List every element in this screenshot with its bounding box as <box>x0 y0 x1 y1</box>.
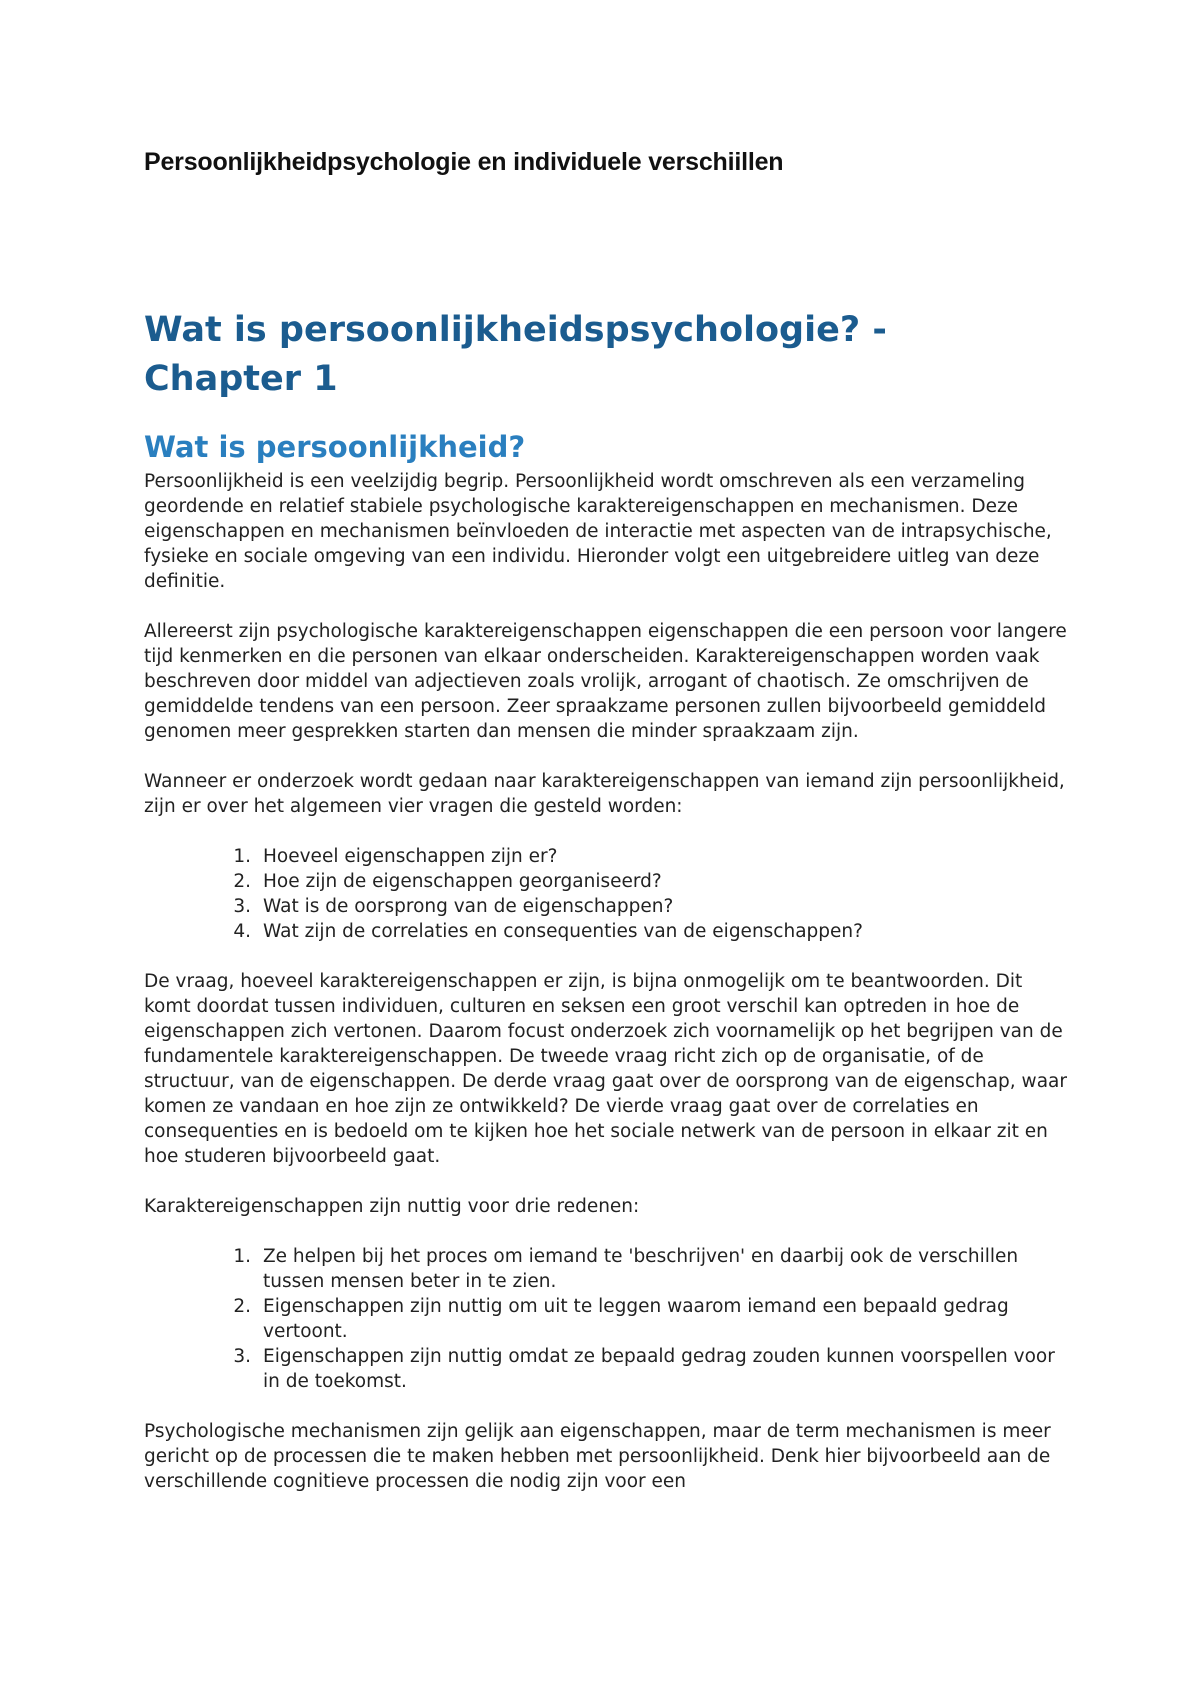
list-item: Hoeveel eigenschappen zijn er? <box>263 846 558 867</box>
list-item: Ze helpen bij het proces om iemand te 'beschrijven' en daarbij ook de verschillen tussen mensen beter in te zien. <box>263 1246 1019 1292</box>
paragraph-mechanisms: Psychologische mechanismen zijn gelijk aan eigenschappen, maar de term mechanismen is meer gericht op de processen die te maken hebben met persoonlijkheid. Denk hier bijvoorbeeld aan de verschillende cognitieve processen die nodig zijn voor een <box>144 1421 1051 1492</box>
questions-list <box>144 844 1075 944</box>
paragraph-questions-explained: De vraag, hoeveel karaktereigenschappen er zijn, is bijna onmogelijk om te beantwoorden. Dit komt doordat tussen individuen, culturen en seksen een groot verschil kan optreden in hoe de eigenschappen zich vertonen. Daarom focust onderzoek zich voornamelijk op het begrijpen van de fundamentele karaktereigenschappen. De tweede vraag richt zich op de organisatie, of de structuur, van de eigenschappen. De derde vraag gaat over de oorsprong van de eigenschap, waar komen ze vandaan en hoe zijn ze ontwikkeld? De vierde vraag gaat over de correlaties en consequenties en is bedoeld om te kijken hoe het sociale netwerk van de persoon in elkaar zit en hoe studeren bijvoorbeeld gaat. <box>144 971 1067 1167</box>
document-body <box>144 146 1067 1519</box>
list-item: Wat zijn de correlaties en consequenties van de eigenschappen? <box>263 921 863 942</box>
list-item: Wat is de oorsprong van de eigenschappen? <box>263 896 674 917</box>
reasons-list <box>144 1244 1075 1394</box>
list-item: Hoe zijn de eigenschappen georganiseerd? <box>263 871 662 892</box>
paragraph-reasons-intro: Karaktereigenschappen zijn nuttig voor drie redenen: <box>144 1196 640 1217</box>
paragraph-definition: Persoonlijkheid is een veelzijdig begrip. Persoonlijkheid wordt omschreven als een verzameling geordende en relatief stabiele psychologische karaktereigenschappen en mechanismen. Deze eigenschappen en mechanismen beïnvloeden de interactie met aspecten van de intrapsychische, fysieke en sociale omgeving van een individu. Hieronder volgt een uitgebreidere uitleg van deze definitie. <box>144 471 1052 592</box>
paragraph-traits: Allereerst zijn psychologische karaktereigenschappen eigenschappen die een persoon voor langere tijd kenmerken en die personen van elkaar onderscheiden. Karaktereigenschappen worden vaak beschreven door middel van adjectieven zoals vrolijk, arrogant of chaotisch. Ze omschrijven de gemiddelde tendens van een persoon. Zeer spraakzame personen zullen bijvoorbeeld gemiddeld genomen meer gesprekken starten dan mensen die minder spraakzaam zijn. <box>144 621 1067 742</box>
list-item: Eigenschappen zijn nuttig omdat ze bepaald gedrag zouden kunnen voorspellen voor in de toekomst. <box>263 1346 1055 1392</box>
list-item: Eigenschappen zijn nuttig om uit te leggen waarom iemand een bepaald gedrag vertoont. <box>263 1296 1009 1342</box>
chapter-heading: Wat is persoonlijkheidspsychologie? - Chapter 1 <box>144 310 887 399</box>
section-heading: Wat is persoonlijkheid? <box>144 430 526 464</box>
document-title: Persoonlijkheidpsychologie en individuele verschiillen <box>144 148 784 176</box>
paragraph-research-questions-intro: Wanneer er onderzoek wordt gedaan naar karaktereigenschappen van iemand zijn persoonlijkheid, zijn er over het algemeen vier vragen die gesteld worden: <box>144 771 1065 817</box>
